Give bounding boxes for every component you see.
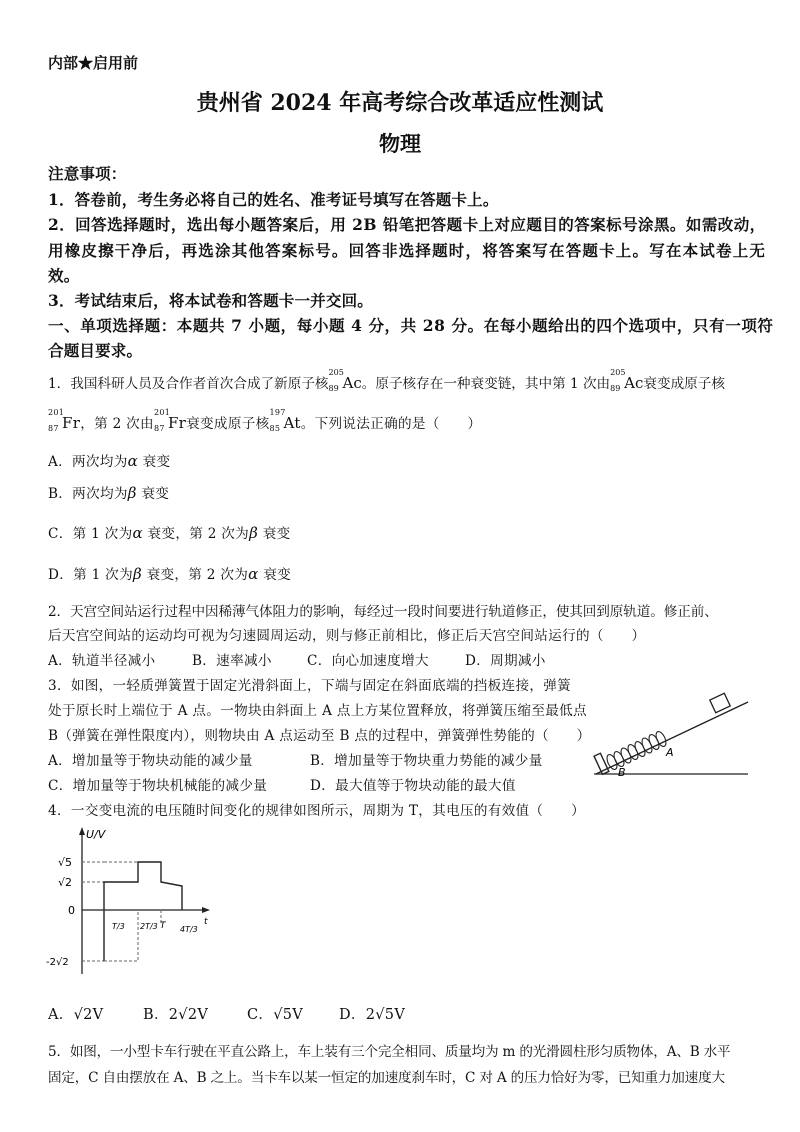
nuclide-ac bbox=[610, 368, 644, 393]
option-text: 衰变 bbox=[258, 567, 291, 583]
y-tick-zero: 0 bbox=[68, 904, 75, 917]
exam-title: 贵州省 2024 年高考综合改革适应性测试 bbox=[196, 90, 604, 116]
q3-option-d: D．最大值等于物块动能的最大值 bbox=[310, 778, 516, 794]
question-3-line-1: 3．如图，一轻质弹簧置于固定光滑斜面上，下端与固定在斜面底端的挡板连接，弹簧 bbox=[48, 678, 572, 694]
q4-option-c: C．√5V bbox=[247, 1007, 304, 1023]
beta-symbol: β bbox=[132, 565, 142, 583]
option-text: A．两次均为 bbox=[48, 454, 128, 470]
beta-symbol: β bbox=[249, 524, 259, 542]
section-1-header-line-2: 合题目要求。 bbox=[48, 341, 143, 360]
option-text: C．第 1 次为 bbox=[48, 526, 133, 542]
block bbox=[710, 693, 730, 712]
q2-option-a: A．轨道半径减小 bbox=[48, 653, 156, 669]
label-a: A bbox=[666, 746, 674, 759]
notice-item-3: 3．考试结束后，将本试卷和答题卡一并交回。 bbox=[48, 291, 373, 310]
y-tick-root5: √5 bbox=[58, 856, 73, 869]
x-axis-label: t bbox=[204, 917, 208, 927]
q1-option-b bbox=[48, 482, 169, 502]
q4-option-d: D．2√5V bbox=[339, 1007, 406, 1023]
q3-options-row-2 bbox=[48, 774, 516, 794]
x-tick-t3: T/3 bbox=[112, 922, 125, 931]
question-1-line-2 bbox=[48, 408, 482, 433]
nuclide-fr bbox=[153, 408, 187, 433]
nuclide-symbol: Fr bbox=[167, 414, 187, 432]
beta-symbol: β bbox=[127, 484, 137, 502]
x-tick-2t3: 2T/3 bbox=[140, 922, 158, 931]
subject-title: 物理 bbox=[379, 131, 421, 156]
section-1-header-line-1: 一、单项选择题：本题共 7 小题，每小题 4 分，共 28 分。在每小题给出的四个选项中，只有一项符 bbox=[48, 316, 774, 335]
incline-surface bbox=[596, 702, 748, 774]
q4-options bbox=[48, 1003, 405, 1024]
q1-text: 。原子核存在一种衰变链，其中第 1 次由 bbox=[361, 376, 611, 392]
notice-item-2-line-2: 用橡皮擦干净后，再选涂其他答案标号。回答非选择题时，将答案写在答题卡上。写在本试卷上无 bbox=[48, 241, 767, 260]
nuclide-charge: 87 bbox=[153, 424, 165, 433]
notice-item-2-line-3: 效。 bbox=[48, 266, 80, 285]
alpha-symbol: α bbox=[248, 565, 259, 583]
nuclide-symbol: Ac bbox=[624, 374, 644, 392]
nuclide-mass: 201 bbox=[153, 408, 171, 417]
waveform-dashed bbox=[104, 910, 138, 961]
nuclide-mass: 201 bbox=[48, 408, 65, 417]
waveform-line bbox=[104, 862, 182, 961]
nuclide-charge: 87 bbox=[48, 424, 59, 433]
nuclide-mass: 205 bbox=[610, 368, 626, 377]
question-4-line-1: 4．一交变电流的电压随时间变化的规律如图所示，周期为 T，其电压的有效值（ ） bbox=[48, 803, 586, 819]
option-text: 衰变，第 2 次为 bbox=[141, 567, 249, 583]
nuclide-at bbox=[269, 408, 301, 433]
nuclide-symbol: Ac bbox=[342, 374, 362, 392]
q3-option-c: C．增加量等于物块机械能的减少量 bbox=[48, 778, 268, 794]
q3-option-a: A．增加量等于物块动能的减少量 bbox=[48, 753, 253, 769]
q1-text: 衰变成原子核 bbox=[643, 376, 725, 392]
question-1-line-1 bbox=[48, 368, 725, 393]
q2-option-c: C．向心加速度增大 bbox=[307, 653, 429, 669]
y-axis-label: U/V bbox=[86, 828, 106, 841]
x-tick-t: T bbox=[160, 921, 166, 931]
y-tick-root2: √2 bbox=[58, 876, 73, 889]
option-text: 衰变 bbox=[138, 454, 171, 470]
nuclide-charge: 89 bbox=[610, 384, 621, 393]
y-tick-negative: -2√2 bbox=[46, 957, 69, 968]
alpha-symbol: α bbox=[132, 524, 143, 542]
question-2-line-1: 2．天宫空间站运行过程中因稀薄气体阻力的影响，每经过一段时间要进行轨道修正，使其回到原轨道。修正前、 bbox=[48, 604, 718, 620]
nuclide-symbol: At bbox=[283, 414, 301, 432]
option-text: B．两次均为 bbox=[48, 486, 128, 502]
nuclide-fr bbox=[48, 408, 81, 433]
nuclide-mass: 197 bbox=[269, 408, 286, 417]
option-text: 衰变 bbox=[258, 526, 291, 542]
q4-option-b: B．2√2V bbox=[143, 1007, 209, 1023]
q1-text: 衰变成原子核 bbox=[186, 416, 270, 432]
question-5-line-1: 5．如图，一小型卡车行驶在平直公路上，车上装有三个完全相同、质量均为 m 的光滑圆柱形匀质物体，A、B 水平 bbox=[48, 1044, 731, 1060]
question-2-line-2: 后天宫空间站的运动均可视为匀速圆周运动，则与修正前相比，修正后天宫空间站运行的（ ） bbox=[48, 628, 646, 644]
q3-options-row-1 bbox=[48, 749, 543, 769]
q1-text: 。下列说法正确的是（ ） bbox=[300, 416, 482, 432]
nuclide-symbol: Fr bbox=[62, 414, 81, 432]
nuclide-charge: 85 bbox=[269, 424, 281, 433]
nuclide-charge: 89 bbox=[328, 384, 339, 393]
notice-heading: 注意事项： bbox=[48, 164, 127, 183]
question-3-line-2: 处于原长时上端位于 A 点。一物块由斜面上 A 点上方某位置释放，将弹簧压缩至最低点 bbox=[48, 703, 587, 719]
q2-option-d: D．周期减小 bbox=[465, 653, 546, 669]
q1-text: ，第 2 次由 bbox=[80, 416, 154, 432]
question-3-line-3: B（弹簧在弹性限度内），则物块由 A 点运动至 B 点的过程中，弹簧弹性势能的（ ） bbox=[48, 728, 591, 744]
q2-option-b: B．速率减小 bbox=[192, 653, 272, 669]
y-axis-arrow-icon bbox=[79, 827, 85, 835]
x-axis-arrow-icon bbox=[202, 907, 210, 913]
q2-options bbox=[48, 649, 546, 669]
alpha-symbol: α bbox=[127, 452, 139, 470]
confidential-label: 内部★启用前 bbox=[48, 54, 139, 72]
nuclide-mass: 205 bbox=[328, 368, 344, 377]
q1-option-d bbox=[48, 563, 291, 583]
option-text: 衰变，第 2 次为 bbox=[142, 526, 250, 542]
voltage-time-graph bbox=[44, 824, 214, 984]
q4-option-a: A．√2V bbox=[48, 1007, 104, 1023]
notice-item-2-line-1: 2．回答选择题时，选出每小题答案后，用 2B 铅笔把答题卡上对应题目的答案标号涂黑。如需改动， bbox=[48, 215, 766, 234]
q1-text: 1．我国科研人员及合作者首次合成了新原子核 bbox=[48, 376, 329, 392]
q1-option-c bbox=[48, 522, 291, 542]
nuclide-ac bbox=[328, 368, 362, 393]
incline-spring-figure bbox=[588, 684, 752, 780]
notice-item-1: 1．答卷前，考生务必将自己的姓名、准考证号填写在答题卡上。 bbox=[48, 190, 499, 209]
option-text: 衰变 bbox=[136, 486, 170, 502]
q3-option-b: B．增加量等于物块重力势能的减少量 bbox=[310, 753, 543, 769]
label-b: B bbox=[618, 766, 626, 779]
baffle-plate bbox=[594, 753, 609, 774]
q1-option-a bbox=[48, 450, 170, 470]
x-tick-4t3: 4T/3 bbox=[180, 925, 198, 934]
option-text: D．第 1 次为 bbox=[48, 567, 133, 583]
question-5-line-2: 固定，C 自由摆放在 A、B 之上。当卡车以某一恒定的加速度刹车时，C 对 A 的压力恰好为零，已知重力加速度大 bbox=[48, 1070, 725, 1086]
